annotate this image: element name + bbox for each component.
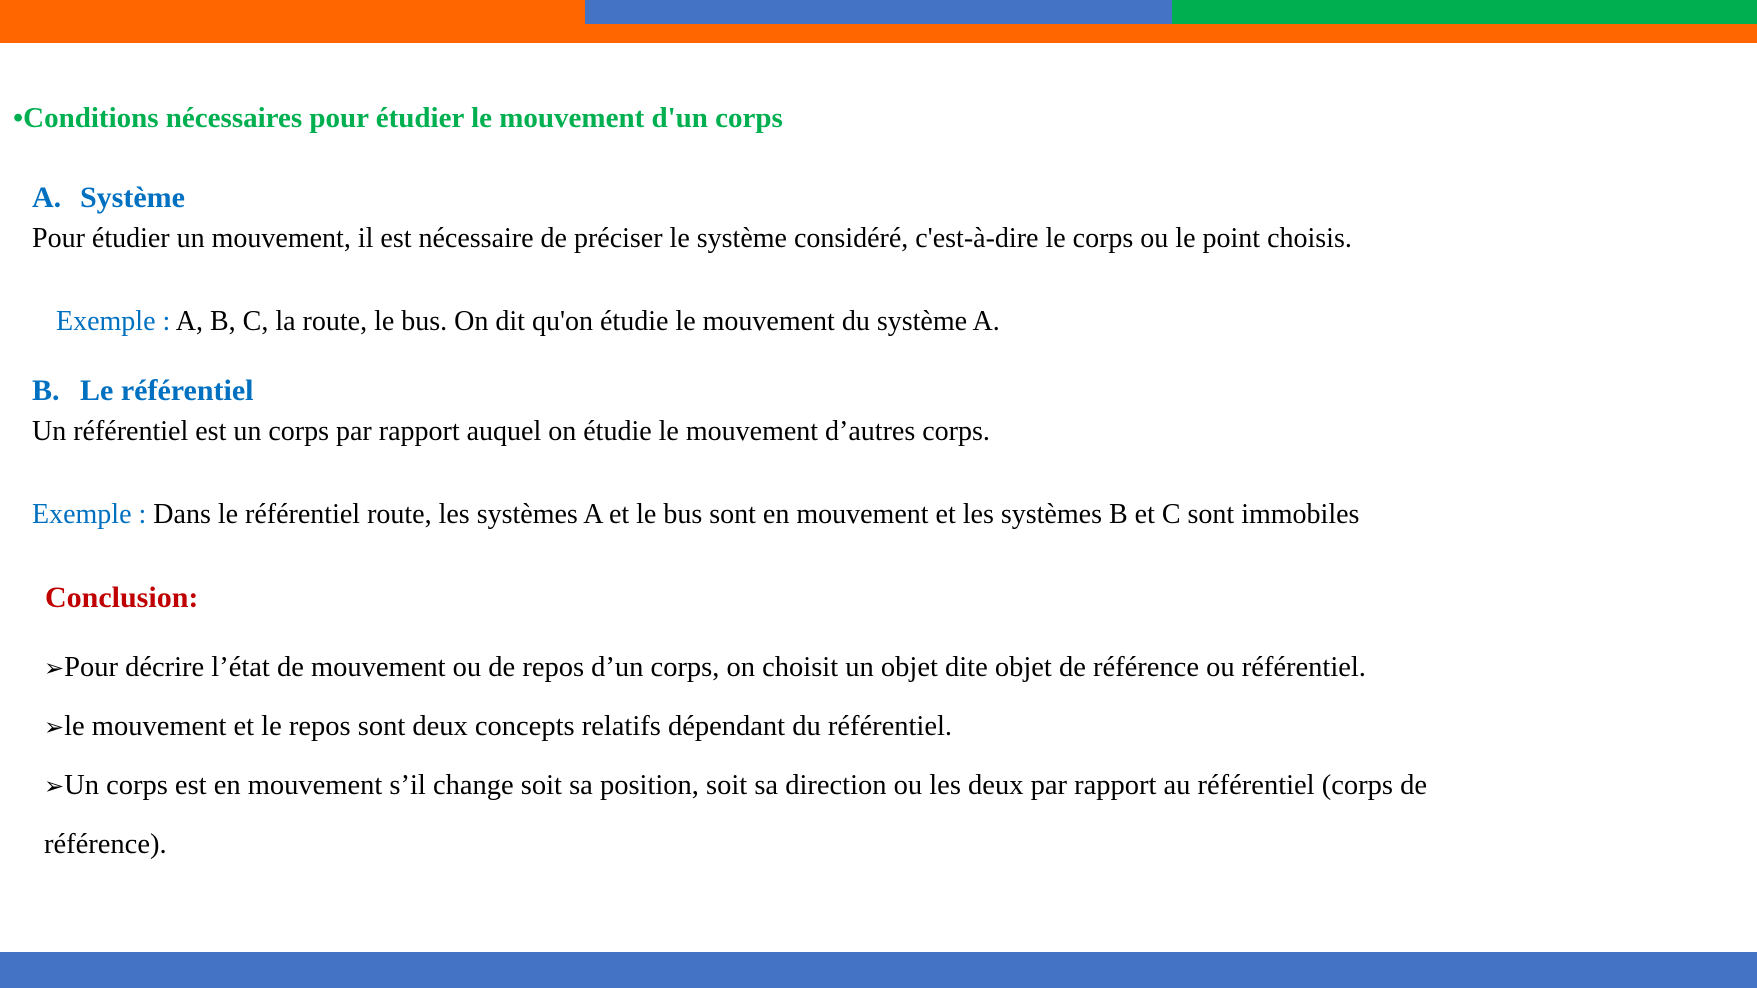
section-a-title: Système (80, 181, 185, 214)
arrow-bullet-icon: ➢ (44, 654, 65, 682)
section-a-example (56, 302, 1000, 342)
section-a-letter: A. (32, 181, 62, 214)
section-b-letter: B. (32, 374, 60, 407)
conclusion-bullet-1 (44, 648, 1366, 688)
section-a-example-text: A, B, C, la route, le bus. On dit qu'on étudie le mouvement du système A. (175, 306, 1000, 337)
bottom-color-bar (0, 952, 1757, 988)
conclusion-bullet-1-text: Pour décrire l’état de mouvement ou de repos d’un corps, on choisit un objet dite objet de référence ou référentiel. (64, 652, 1366, 683)
section-b-text: Un référentiel est un corps par rapport auquel on étudie le mouvement d’autres corps. (32, 416, 990, 447)
top-color-bar (0, 0, 1757, 43)
conclusion-bullet-2-text: le mouvement et le repos sont deux concepts relatifs dépendant du référentiel. (64, 711, 953, 742)
section-b-heading (32, 371, 254, 411)
section-b-example-label: Exemple : (32, 499, 154, 530)
conclusion-bullet-3-text: Un corps est en mouvement s’il change soit sa position, soit sa direction ou les deux par rapport au référentiel (corps de (64, 770, 1427, 801)
conclusion-bullet-2 (44, 707, 952, 747)
section-b-title: Le référentiel (80, 374, 254, 407)
section-a-example-label: Exemple : (56, 306, 176, 337)
top-green-stripe (1172, 0, 1757, 24)
section-a-text: Pour étudier un mouvement, il est nécessaire de préciser le système considéré, c'est-à-dire le corps ou le point choisis. (32, 223, 1352, 254)
section-b-example-text: Dans le référentiel route, les systèmes A et le bus sont en mouvement et les systèmes B et C sont immobiles (153, 499, 1360, 530)
slide-title: •Conditions nécessaires pour étudier le mouvement d'un corps (13, 102, 783, 134)
conclusion-title: Conclusion: (45, 581, 199, 614)
section-b-example (32, 495, 1359, 535)
arrow-bullet-icon: ➢ (44, 713, 65, 741)
conclusion-bullet-3 (44, 766, 1427, 806)
top-blue-stripe (585, 0, 1172, 24)
conclusion-bullet-3-continuation: référence). (44, 829, 167, 860)
arrow-bullet-icon: ➢ (44, 772, 65, 800)
section-a-heading (32, 178, 185, 218)
